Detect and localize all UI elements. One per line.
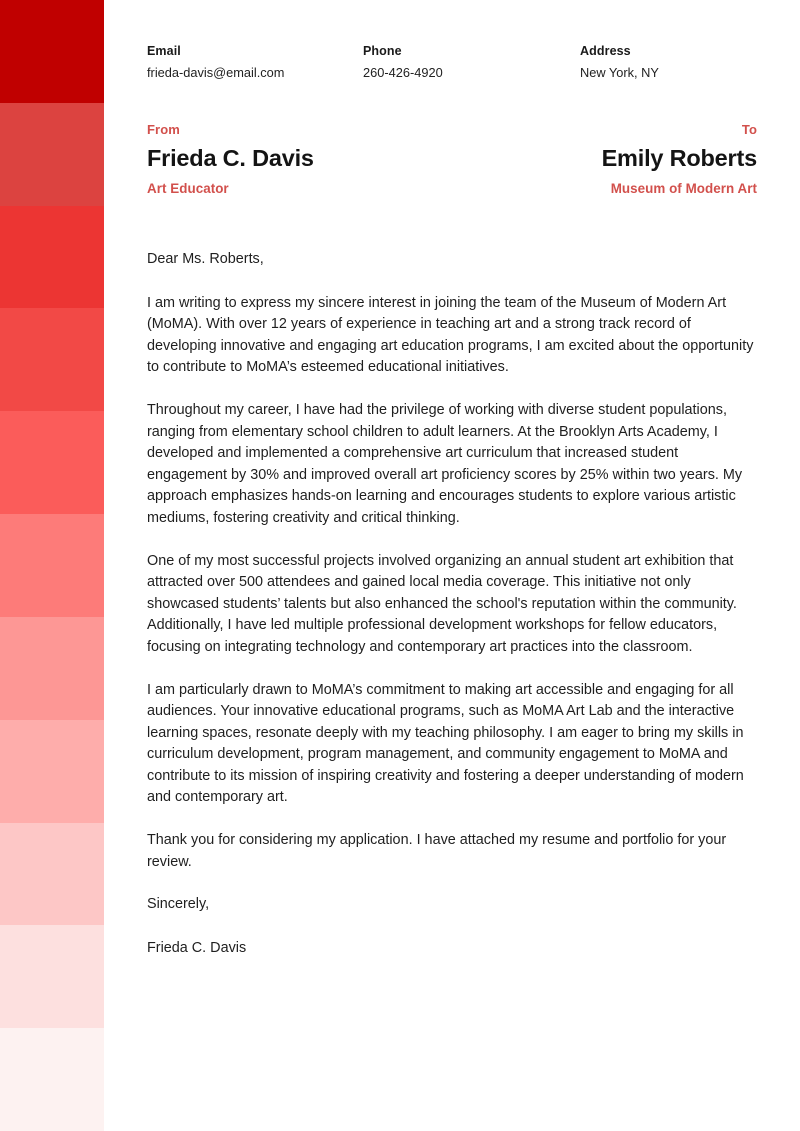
contact-header bbox=[147, 43, 757, 81]
letter-signoff: Sincerely, bbox=[147, 896, 210, 913]
color-band bbox=[0, 308, 104, 411]
color-band bbox=[0, 0, 104, 103]
email-value: frieda-davis@email.com bbox=[147, 65, 285, 80]
letter-signature: Frieda C. Davis bbox=[147, 939, 247, 956]
address-value: New York, NY bbox=[580, 65, 659, 80]
decorative-color-bar bbox=[0, 0, 104, 1131]
recipient-block bbox=[602, 122, 757, 197]
cover-letter-page bbox=[104, 0, 800, 1131]
color-band bbox=[0, 206, 104, 309]
letter-paragraph: I am writing to express my sincere interest in joining the team of the Museum of Modern Art (MoMA). With over 12 years of experience in teaching art and a strong track record of developing innovative and engaging art education programs, I am excited about the opportunity to contribute to MoMA’s esteemed educational initiatives. bbox=[147, 294, 754, 376]
color-band bbox=[0, 103, 104, 206]
sender-recipient-block bbox=[147, 122, 757, 197]
color-band bbox=[0, 617, 104, 720]
recipient-name: Emily Roberts bbox=[601, 145, 757, 171]
contact-field-phone bbox=[363, 43, 580, 81]
phone-label: Phone bbox=[363, 44, 402, 58]
letter-paragraph: One of my most successful projects involved organizing an annual student art exhibition that attracted over 500 attendees and gained local media coverage. This initiative not only showcased students’ talents but also enhanced the school's reputation within the community. Additionally, I have led multiple professional development workshops for fellow educators, focusing on integrating technology and contemporary art practices into the classroom. bbox=[147, 552, 737, 655]
letter-paragraph: I am particularly drawn to MoMA’s commitment to making art accessible and engaging for all audiences. Your innovative educational programs, such as MoMA Art Lab and the interactive learning spaces, resonate deeply with my teaching philosophy. I am eager to bring my skills in curriculum development, program management, and community engagement to MoMA and contribute to its mission of inspiring creativity and fostering a deeper understanding of modern and contemporary art. bbox=[147, 681, 744, 806]
from-label: From bbox=[147, 122, 180, 137]
color-band bbox=[0, 823, 104, 926]
color-band bbox=[0, 514, 104, 617]
letter-paragraph: Thank you for considering my application. I have attached my resume and portfolio for your review. bbox=[147, 832, 727, 870]
to-label: To bbox=[741, 122, 757, 137]
contact-field-address bbox=[580, 43, 757, 81]
address-label: Address bbox=[580, 44, 631, 58]
sender-title: Art Educator bbox=[147, 181, 229, 196]
phone-value: 260-426-4920 bbox=[363, 65, 443, 80]
color-band bbox=[0, 411, 104, 514]
color-band bbox=[0, 1028, 104, 1131]
sender-name: Frieda C. Davis bbox=[147, 145, 314, 171]
contact-field-email bbox=[147, 43, 363, 81]
letter-paragraph: Throughout my career, I have had the privilege of working with diverse student populations, ranging from elementary school children to adult learners. At the Brooklyn Arts Academy, I developed and implemented a comprehensive art curriculum that increased student engagement by 30% and improved overall art proficiency scores by 25% within two years. My approach emphasizes hands-on learning and encourages students to explore various artistic mediums, fostering creativity and critical thinking. bbox=[147, 401, 743, 526]
letter-salutation: Dear Ms. Roberts, bbox=[147, 251, 264, 267]
color-band bbox=[0, 720, 104, 823]
color-band bbox=[0, 925, 104, 1028]
letter-body bbox=[147, 249, 762, 959]
email-label: Email bbox=[147, 44, 181, 58]
recipient-organization: Museum of Modern Art bbox=[610, 181, 757, 196]
sender-block bbox=[147, 122, 314, 197]
